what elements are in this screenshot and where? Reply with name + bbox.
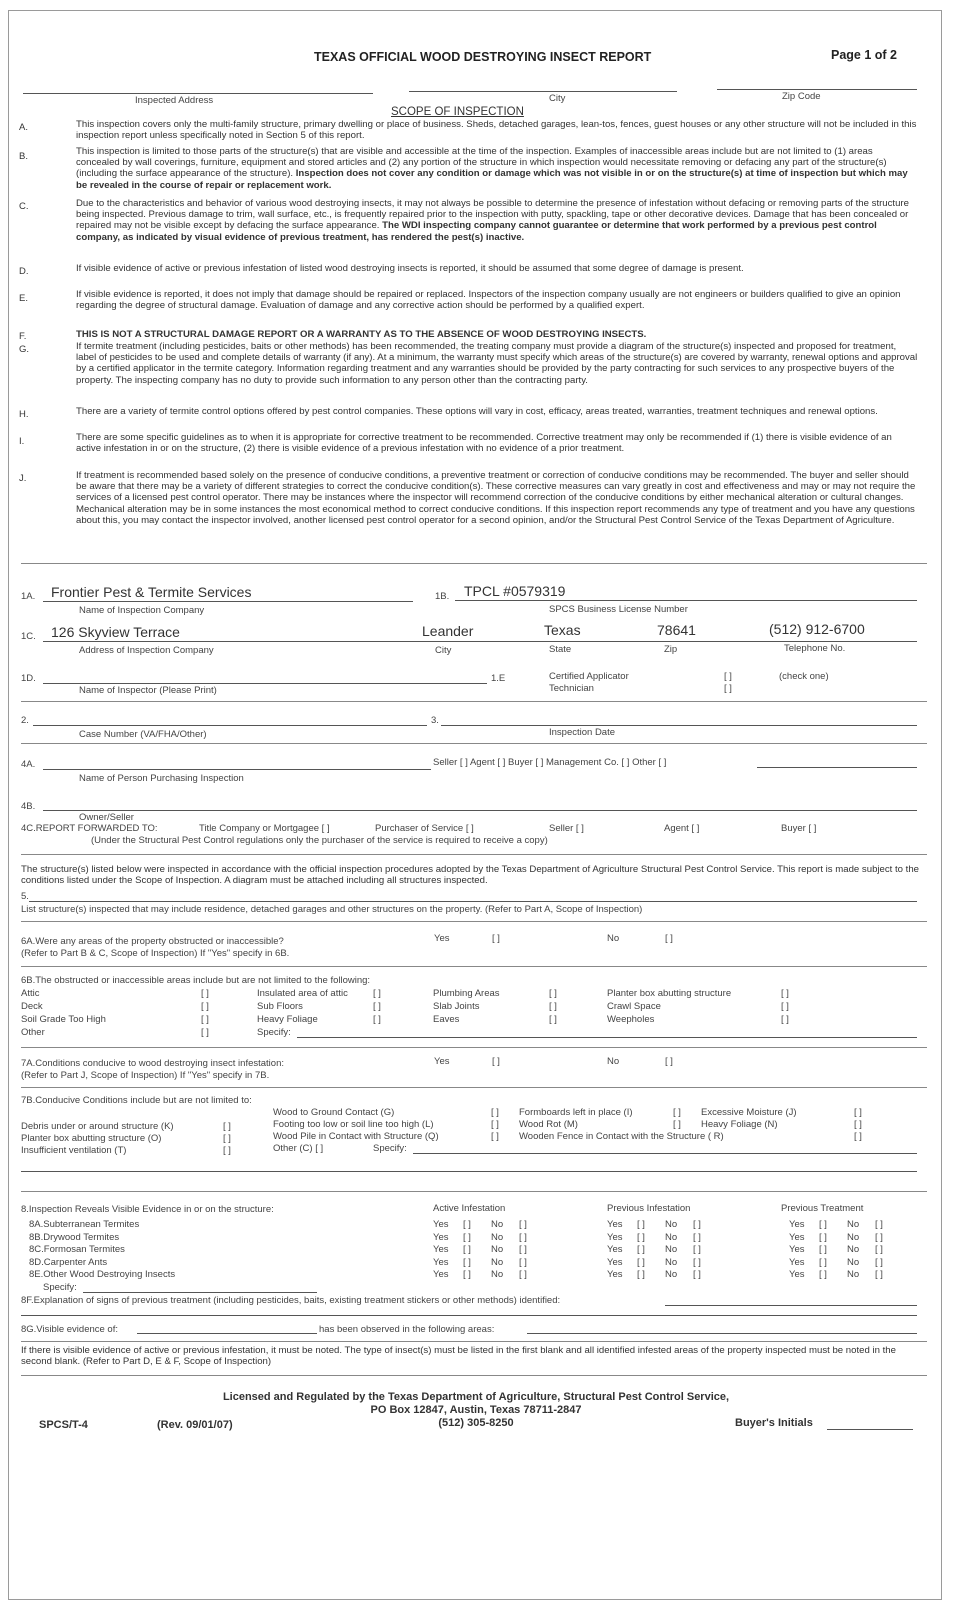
forward-note: (Under the Structural Pest Control regulations only the purchaser of the service is required to receive a copy)	[91, 835, 548, 846]
scope-letter-g: G.	[19, 344, 30, 355]
inspector-name-line[interactable]	[43, 683, 487, 684]
tag-1c: 1C.	[21, 631, 36, 642]
purchaser-of-service-option[interactable]: Purchaser of Service [ ]	[375, 823, 474, 834]
tag-1a: 1A.	[21, 591, 36, 602]
foliage-checkbox[interactable]: [ ]	[854, 1119, 862, 1130]
attic-checkbox[interactable]: [ ]	[201, 988, 209, 999]
certified-applicator-label: Certified Applicator	[549, 671, 629, 682]
evidence-row-label: 8E.Other Wood Destroying Insects	[29, 1269, 176, 1281]
wood-pile-checkbox[interactable]: [ ]	[491, 1131, 499, 1142]
q8f: 8F.Explanation of signs of previous treatment (including pesticides, baits, existing treatment stickers or other methods) identified:	[21, 1295, 561, 1306]
q8g-insect-line[interactable]	[137, 1333, 317, 1334]
structures-line[interactable]	[29, 901, 917, 902]
spcs-license-number[interactable]: TPCL #0579319	[464, 583, 566, 599]
scope-letter-a: A.	[19, 122, 28, 133]
scope-letter-i: I.	[19, 436, 25, 447]
q6a-yes-label: Yes	[434, 933, 450, 944]
purchaser-role-options[interactable]: Seller [ ] Agent [ ] Buyer [ ] Management Co. [ ] Other [ ]	[433, 757, 667, 768]
seller-option[interactable]: Seller [ ]	[549, 823, 584, 834]
purchaser-name-label: Name of Person Purchasing Inspection	[79, 773, 244, 784]
active-no-label: No	[491, 1231, 504, 1243]
active-yes-checkbox[interactable]: [ ]	[463, 1256, 471, 1268]
scope-letter-e: E.	[19, 293, 28, 304]
section-divider	[21, 701, 927, 702]
cond-wood-rot: Wood Rot (M)	[519, 1119, 578, 1130]
crawl-space-checkbox[interactable]: [ ]	[781, 1001, 789, 1012]
company-address[interactable]: 126 Skyview Terrace	[51, 624, 180, 640]
report-title: TEXAS OFFICIAL WOOD DESTROYING INSECT REPORT	[314, 50, 652, 64]
structures-list-label: List structure(s) inspected that may include residence, detached garages and other structures on the property. (Refer to Part A, Scope of Inspection)	[21, 904, 643, 915]
deck-checkbox[interactable]: [ ]	[201, 1001, 209, 1012]
scope-item-d: If visible evidence of active or previous infestation of listed wood destroying insects is reported, it should be assumed that some degree of damage is present.	[76, 263, 744, 274]
q8f-line[interactable]	[665, 1305, 917, 1306]
active-no-checkbox[interactable]: [ ]	[519, 1244, 527, 1256]
treatment-no-checkbox[interactable]: [ ]	[875, 1231, 883, 1243]
scope-letter-c: C.	[19, 201, 29, 212]
evidence-row-label: 8B.Drywood Termites	[29, 1231, 120, 1243]
area-plumbing: Plumbing Areas	[433, 988, 500, 999]
company-name-label: Name of Inspection Company	[79, 605, 205, 616]
scope-item-i: There are some specific guidelines as to when it is appropriate for corrective treatment to be recommended. Corrective treatment may only be recommended if (1) there is visible evidence of an active infestation in or on the structure, (2) there is visible evidence of a previous infestation with no evidence of a prior treatment.	[76, 432, 892, 455]
section-divider	[21, 854, 927, 855]
other-area-checkbox[interactable]: [ ]	[201, 1027, 209, 1038]
debris-checkbox[interactable]: [ ]	[223, 1121, 231, 1132]
footer-phone: (512) 305-8250	[438, 1417, 514, 1429]
active-yes-checkbox[interactable]: [ ]	[463, 1231, 471, 1243]
company-zip[interactable]: 78641	[657, 622, 696, 638]
scope-title: SCOPE OF INSPECTION	[391, 106, 524, 118]
tag-1b: 1B.	[435, 591, 450, 602]
evidence-specify-line[interactable]	[83, 1292, 317, 1293]
previous-no-checkbox[interactable]: [ ]	[693, 1231, 701, 1243]
inspection-date-line[interactable]	[441, 725, 917, 726]
treatment-yes-label: Yes	[789, 1256, 805, 1268]
tag-3: 3.	[431, 715, 439, 726]
q6a-note: (Refer to Part B & C, Scope of Inspection) If "Yes" specify in 6B.	[21, 948, 290, 959]
tag-4a: 4A.	[21, 759, 36, 770]
plumbing-checkbox[interactable]: [ ]	[549, 988, 557, 999]
area-deck: Deck	[21, 1001, 43, 1012]
certified-applicator-checkbox[interactable]: [ ]	[724, 671, 732, 682]
treatment-yes-checkbox[interactable]: [ ]	[819, 1256, 827, 1268]
tag-4b: 4B.	[21, 801, 36, 812]
evidence-row-label: 8D.Carpenter Ants	[29, 1256, 108, 1268]
previous-yes-label: Yes	[607, 1219, 623, 1230]
scope-item-g: If termite treatment (including pesticides, baits or other methods) has been recommended, the treating company must provide a diagram of the structure(s) inspected and proposed for treatment, label of pesticides to be used and complete details of warranty (if any). At a minimum, the warranty must specify which areas of the structure(s) are covered by warranty, renewal options and approval by a certified applicator in the termite category. Information regarding treatment and any warranties should be provided by the party contracting for such services to any prospective buyers of the property. The inspecting company has no duty to provide such information to any person other than the contracting party.	[76, 341, 918, 386]
area-heavy-foliage: Heavy Foliage	[257, 1014, 318, 1025]
other-role-line[interactable]	[757, 767, 917, 768]
inspection-date-label: Inspection Date	[549, 727, 616, 738]
buyers-initials-line[interactable]	[827, 1429, 913, 1430]
scope-item-b: This inspection is limited to those parts of the structure(s) that are visible and accessible at the time of the inspection. Examples of inaccessible areas include but are not limited to (1) areas concealed by wall coverings, furniture, equipment and stored articles and (2) any portion of the structure in which inspection would necessitate removing or defacing any part of the structure(s) (including the surface appearance of the structure). Inspection does not cover any condition or damage which was not visible in or on the structure(s) at time of inspection but which may be revealed in the course of repair or replacement work.	[76, 146, 908, 191]
cond-planter-box: Planter box abutting structure (O)	[21, 1133, 162, 1144]
previous-treatment-header: Previous Treatment	[781, 1203, 864, 1214]
owner-seller-label: Owner/Seller	[79, 812, 134, 823]
previous-yes-label: Yes	[607, 1269, 623, 1281]
company-phone-label: Telephone No.	[784, 643, 846, 654]
active-no-checkbox[interactable]: [ ]	[519, 1256, 527, 1268]
scope-item-j: If treatment is recommended based solely on the presence of conducive conditions, a preventive treatment or correction of conducive conditions may be recommended. The buyer and seller should be aware that there may be a variety of different strategies to correct the conducive condition(s). These corrective measures can vary greatly in cost and effectiveness and may or may not require the services of a licensed pest control operator. There may be instances where the inspector will recommend correction of the conducive conditions by either mechanical alteration or cultural changes. Mechanical alteration may be in some instances the most economical method to correct conducive conditions. If this inspection report recommends any type of treatment and you have any questions about this, you may contact the inspector involved, another licensed pest control operator for a second opinion, and/or the Structural Pest Control Service of the Texas Department of Agriculture.	[76, 470, 916, 526]
q6a: 6A.Were any areas of the property obstructed or inaccessible?	[21, 936, 284, 947]
cond-excessive-moisture: Excessive Moisture (J)	[701, 1107, 797, 1118]
treatment-no-label: No	[847, 1219, 860, 1230]
company-zip-label: Zip	[664, 644, 678, 655]
treatment-yes-checkbox[interactable]: [ ]	[819, 1219, 827, 1230]
scope-letter-b: B.	[19, 151, 28, 162]
q7a-no-checkbox[interactable]: [ ]	[665, 1056, 673, 1067]
q8g-part2: has been observed in the following areas:	[319, 1324, 495, 1335]
title-company-option[interactable]: Title Company or Mortgagee [ ]	[199, 823, 330, 834]
previous-no-checkbox[interactable]: [ ]	[693, 1269, 701, 1281]
form-revision: (Rev. 09/01/07)	[157, 1419, 233, 1431]
evidence-row-label: 8A.Subterranean Termites	[29, 1219, 140, 1230]
active-no-label: No	[491, 1256, 504, 1268]
treatment-yes-label: Yes	[789, 1219, 805, 1230]
q6a-yes-checkbox[interactable]: [ ]	[492, 933, 500, 944]
structures-intro: The structure(s) listed below were inspected in accordance with the official inspection procedures adopted by the Texas Department of Agriculture Structural Pest Control Service. This report is made subject to the conditions listed under the Scope of Inspection. A diagram must be attached including all structures inspected.	[21, 864, 920, 887]
previous-no-label: No	[665, 1231, 678, 1243]
license-line	[455, 600, 917, 601]
active-yes-checkbox[interactable]: [ ]	[463, 1244, 471, 1256]
cond-other[interactable]: Other (C) [ ]	[273, 1143, 324, 1154]
scope-letter-f: F.	[19, 331, 27, 342]
previous-no-checkbox[interactable]: [ ]	[693, 1256, 701, 1268]
q8g-part1: 8G.Visible evidence of:	[21, 1324, 118, 1335]
moisture-checkbox[interactable]: [ ]	[854, 1107, 862, 1118]
technician-checkbox[interactable]: [ ]	[724, 683, 732, 694]
wood-ground-checkbox[interactable]: [ ]	[491, 1107, 499, 1118]
scope-letter-h: H.	[19, 409, 29, 420]
cond-extra-line[interactable]	[21, 1171, 917, 1172]
evidence-row-label: 8C.Formosan Termites	[29, 1244, 125, 1256]
previous-no-checkbox[interactable]: [ ]	[693, 1244, 701, 1256]
evidence-specify-label: Specify:	[43, 1282, 77, 1293]
owner-seller-line[interactable]	[43, 810, 917, 811]
previous-yes-label: Yes	[607, 1244, 623, 1256]
case-number-label: Case Number (VA/FHA/Other)	[79, 729, 207, 740]
treatment-yes-label: Yes	[789, 1244, 805, 1256]
tag-1e: 1.E	[491, 673, 506, 684]
previous-infestation-header: Previous Infestation	[607, 1203, 691, 1214]
q7a-yes-label: Yes	[434, 1056, 450, 1067]
area-weepholes: Weepholes	[607, 1014, 655, 1025]
company-phone[interactable]: (512) 912-6700	[769, 621, 865, 637]
treatment-no-label: No	[847, 1269, 860, 1281]
area-other: Other	[21, 1027, 45, 1038]
treatment-yes-label: Yes	[789, 1231, 805, 1243]
scope-item-f: THIS IS NOT A STRUCTURAL DAMAGE REPORT OR A WARRANTY AS TO THE ABSENCE OF WOOD DESTROYING INSECTS.	[76, 329, 647, 340]
insulated-attic-checkbox[interactable]: [ ]	[373, 988, 381, 999]
scope-item-h: There are a variety of termite control options offered by pest control companies. These options will vary in cost, efficacy, areas treated, warranties, treatment techniques and renewal options.	[76, 406, 878, 417]
active-yes-checkbox[interactable]: [ ]	[463, 1269, 471, 1281]
city-label: City	[549, 93, 566, 104]
previous-yes-checkbox[interactable]: [ ]	[637, 1219, 645, 1230]
company-city[interactable]: Leander	[422, 623, 474, 639]
active-no-label: No	[491, 1244, 504, 1256]
cond-wooden-fence: Wooden Fence in Contact with the Structure ( R)	[519, 1131, 724, 1142]
previous-yes-checkbox[interactable]: [ ]	[637, 1231, 645, 1243]
tag-2: 2.	[21, 715, 29, 726]
scope-item-e: If visible evidence is reported, it does not imply that damage should be repaired or replaced. Inspectors of the inspection company usually are not engineers or builders qualified to give an opinion regarding the degree of structural damage. Evaluation of damage and any corrective action should be performed by a qualified expert.	[76, 289, 901, 312]
q8-intro: 8.Inspection Reveals Visible Evidence in or on the structure:	[21, 1204, 274, 1215]
active-no-checkbox[interactable]: [ ]	[519, 1231, 527, 1243]
section-divider	[21, 1375, 927, 1376]
cond-debris: Debris under or around structure (K)	[21, 1121, 174, 1132]
previous-yes-checkbox[interactable]: [ ]	[637, 1269, 645, 1281]
footing-checkbox[interactable]: [ ]	[491, 1119, 499, 1130]
q7a-yes-checkbox[interactable]: [ ]	[492, 1056, 500, 1067]
previous-no-label: No	[665, 1256, 678, 1268]
treatment-no-label: No	[847, 1256, 860, 1268]
tag-5: 5.	[21, 891, 29, 902]
report-page	[8, 10, 942, 1600]
q8g-areas-line[interactable]	[527, 1333, 917, 1334]
treatment-yes-checkbox[interactable]: [ ]	[819, 1231, 827, 1243]
treatment-yes-label: Yes	[789, 1269, 805, 1281]
company-address-label: Address of Inspection Company	[79, 645, 214, 656]
active-no-checkbox[interactable]: [ ]	[519, 1269, 527, 1281]
license-label: SPCS Business License Number	[549, 604, 688, 615]
section-divider	[21, 1047, 927, 1048]
cond-wood-ground: Wood to Ground Contact (G)	[273, 1107, 395, 1118]
active-yes-label: Yes	[433, 1231, 449, 1243]
cond-specify-line[interactable]	[413, 1153, 917, 1154]
zip-code-label: Zip Code	[782, 91, 821, 102]
previous-yes-label: Yes	[607, 1256, 623, 1268]
company-address-line	[43, 641, 917, 642]
q6b-intro: 6B.The obstructed or inaccessible areas include but are not limited to the following:	[21, 975, 371, 986]
section-divider	[21, 1341, 927, 1342]
q6a-no-checkbox[interactable]: [ ]	[665, 933, 673, 944]
ventilation-checkbox[interactable]: [ ]	[223, 1145, 231, 1156]
treatment-no-label: No	[847, 1244, 860, 1256]
planter-box-checkbox[interactable]: [ ]	[781, 988, 789, 999]
treatment-no-checkbox[interactable]: [ ]	[875, 1269, 883, 1281]
section-divider	[21, 563, 927, 564]
cond-footing: Footing too low or soil line too high (L)	[273, 1119, 434, 1130]
evidence-note: If there is visible evidence of active or previous infestation, it must be noted. The type of insect(s) must be listed in the first blank and all identified infested areas of the property inspected must be noted in the second blank. (Refer to Part D, E & F, Scope of Inspection)	[21, 1345, 896, 1368]
city-line[interactable]	[409, 91, 677, 92]
section-divider	[21, 921, 927, 922]
footer-address: PO Box 12847, Austin, Texas 78711-2847	[370, 1404, 582, 1416]
treatment-yes-checkbox[interactable]: [ ]	[819, 1269, 827, 1281]
treatment-no-checkbox[interactable]: [ ]	[875, 1256, 883, 1268]
active-no-label: No	[491, 1269, 504, 1281]
technician-label: Technician	[549, 683, 594, 694]
purchaser-name-line[interactable]	[43, 769, 431, 770]
cond-formboards: Formboards left in place (I)	[519, 1107, 633, 1118]
section-divider	[21, 743, 927, 744]
previous-no-label: No	[665, 1269, 678, 1281]
scope-item-c: Due to the characteristics and behavior of various wood destroying insects, it may not always be possible to determine the presence of infestation without defacing or removing parts of the structure being inspected. Previous damage to trim, wall surface, etc., is frequently repaired prior to the inspection with putty, spackling, tape or other decorative devices. Damage that has been concealed or repaired may not be visible except by defacing the surface appearance. The WDI inspecting company cannot guarantee or determine that work performed by a previous pest control company, as indicated by visual evidence of previous treatment, has rendered the pest(s) inactive.	[76, 198, 909, 243]
active-no-label: No	[491, 1219, 504, 1230]
q7a-note: (Refer to Part J, Scope of Inspection) If "Yes" specify in 7B.	[21, 1070, 270, 1081]
active-yes-label: Yes	[433, 1244, 449, 1256]
company-state-label: State	[549, 644, 572, 655]
area-slab-joints: Slab Joints	[433, 1001, 480, 1012]
area-soil-grade: Soil Grade Too High	[21, 1014, 106, 1025]
q6a-no-label: No	[607, 933, 620, 944]
q7a: 7A.Conditions conducive to wood destroying insect infestation:	[21, 1058, 284, 1069]
inspected-address-line[interactable]	[23, 93, 373, 94]
section-divider	[21, 1087, 927, 1088]
heavy-foliage-checkbox[interactable]: [ ]	[373, 1014, 381, 1025]
previous-yes-checkbox[interactable]: [ ]	[637, 1244, 645, 1256]
active-yes-label: Yes	[433, 1219, 449, 1230]
formboards-checkbox[interactable]: [ ]	[673, 1107, 681, 1118]
q7b-intro: 7B.Conducive Conditions include but are not limited to:	[21, 1095, 252, 1106]
active-yes-label: Yes	[433, 1256, 449, 1268]
report-forwarded-label: 4C.REPORT FORWARDED TO:	[21, 823, 158, 834]
weepholes-checkbox[interactable]: [ ]	[781, 1014, 789, 1025]
wood-rot-checkbox[interactable]: [ ]	[673, 1119, 681, 1130]
cond-wood-pile: Wood Pile in Contact with Structure (Q)	[273, 1131, 439, 1142]
area-crawl-space: Crawl Space	[607, 1001, 661, 1012]
section-divider	[21, 1191, 927, 1192]
previous-no-label: No	[665, 1244, 678, 1256]
q7a-no-label: No	[607, 1056, 620, 1067]
slab-joints-checkbox[interactable]: [ ]	[549, 1001, 557, 1012]
active-yes-checkbox[interactable]: [ ]	[463, 1219, 471, 1230]
treatment-no-label: No	[847, 1231, 860, 1243]
fence-checkbox[interactable]: [ ]	[854, 1131, 862, 1142]
q8f-line-2[interactable]	[21, 1315, 917, 1316]
case-number-line[interactable]	[33, 725, 427, 726]
area-eaves: Eaves	[433, 1014, 460, 1025]
inspector-name-label: Name of Inspector (Please Print)	[79, 685, 217, 696]
form-id: SPCS/T-4	[39, 1419, 88, 1431]
scope-item-a: This inspection covers only the multi-family structure, primary dwelling or place of business. Sheds, detached garages, lean-tos, fences, guest houses or any other structure will not be included in this inspection report unless specifically noted in Section 5 of this report.	[76, 119, 917, 142]
section-divider	[21, 966, 927, 967]
active-infestation-header: Active Infestation	[433, 1203, 506, 1214]
area-specify-line[interactable]	[297, 1037, 917, 1038]
page-number: Page 1 of 2	[831, 48, 897, 62]
active-no-checkbox[interactable]: [ ]	[519, 1219, 527, 1230]
zip-line[interactable]	[717, 89, 917, 90]
inspected-address-label: Inspected Address	[135, 95, 214, 106]
active-yes-label: Yes	[433, 1269, 449, 1281]
company-city-label: City	[435, 645, 452, 656]
area-planter-box: Planter box abutting structure	[607, 988, 732, 999]
scope-letter-d: D.	[19, 266, 29, 277]
company-name-line	[43, 601, 413, 602]
area-sub-floors: Sub Floors	[257, 1001, 303, 1012]
treatment-yes-checkbox[interactable]: [ ]	[819, 1244, 827, 1256]
planter-checkbox[interactable]: [ ]	[223, 1133, 231, 1144]
treatment-no-checkbox[interactable]: [ ]	[875, 1244, 883, 1256]
agent-option[interactable]: Agent [ ]	[664, 823, 700, 834]
footer-licensed: Licensed and Regulated by the Texas Department of Agriculture, Structural Pest Control Service,	[222, 1391, 730, 1403]
soil-grade-checkbox[interactable]: [ ]	[201, 1014, 209, 1025]
area-specify-label: Specify:	[257, 1027, 291, 1038]
area-attic: Attic	[21, 988, 40, 999]
inspection-company-name[interactable]: Frontier Pest & Termite Services	[51, 584, 252, 600]
cond-specify-label: Specify:	[373, 1143, 407, 1154]
buyers-initials-label: Buyer's Initials	[735, 1417, 813, 1429]
treatment-no-checkbox[interactable]: [ ]	[875, 1219, 883, 1230]
area-insulated-attic: Insulated area of attic	[257, 988, 348, 999]
previous-yes-label: Yes	[607, 1231, 623, 1243]
scope-letter-j: J.	[19, 473, 27, 484]
eaves-checkbox[interactable]: [ ]	[549, 1014, 557, 1025]
tag-1d: 1D.	[21, 673, 36, 684]
cond-ventilation: Insufficient ventilation (T)	[21, 1145, 127, 1156]
previous-yes-checkbox[interactable]: [ ]	[637, 1256, 645, 1268]
previous-no-label: No	[665, 1219, 678, 1230]
sub-floors-checkbox[interactable]: [ ]	[373, 1001, 381, 1012]
check-one-label: (check one)	[779, 671, 829, 682]
company-state[interactable]: Texas	[544, 622, 581, 638]
previous-no-checkbox[interactable]: [ ]	[693, 1219, 701, 1230]
cond-heavy-foliage: Heavy Foliage (N)	[701, 1119, 778, 1130]
buyer-option[interactable]: Buyer [ ]	[781, 823, 817, 834]
